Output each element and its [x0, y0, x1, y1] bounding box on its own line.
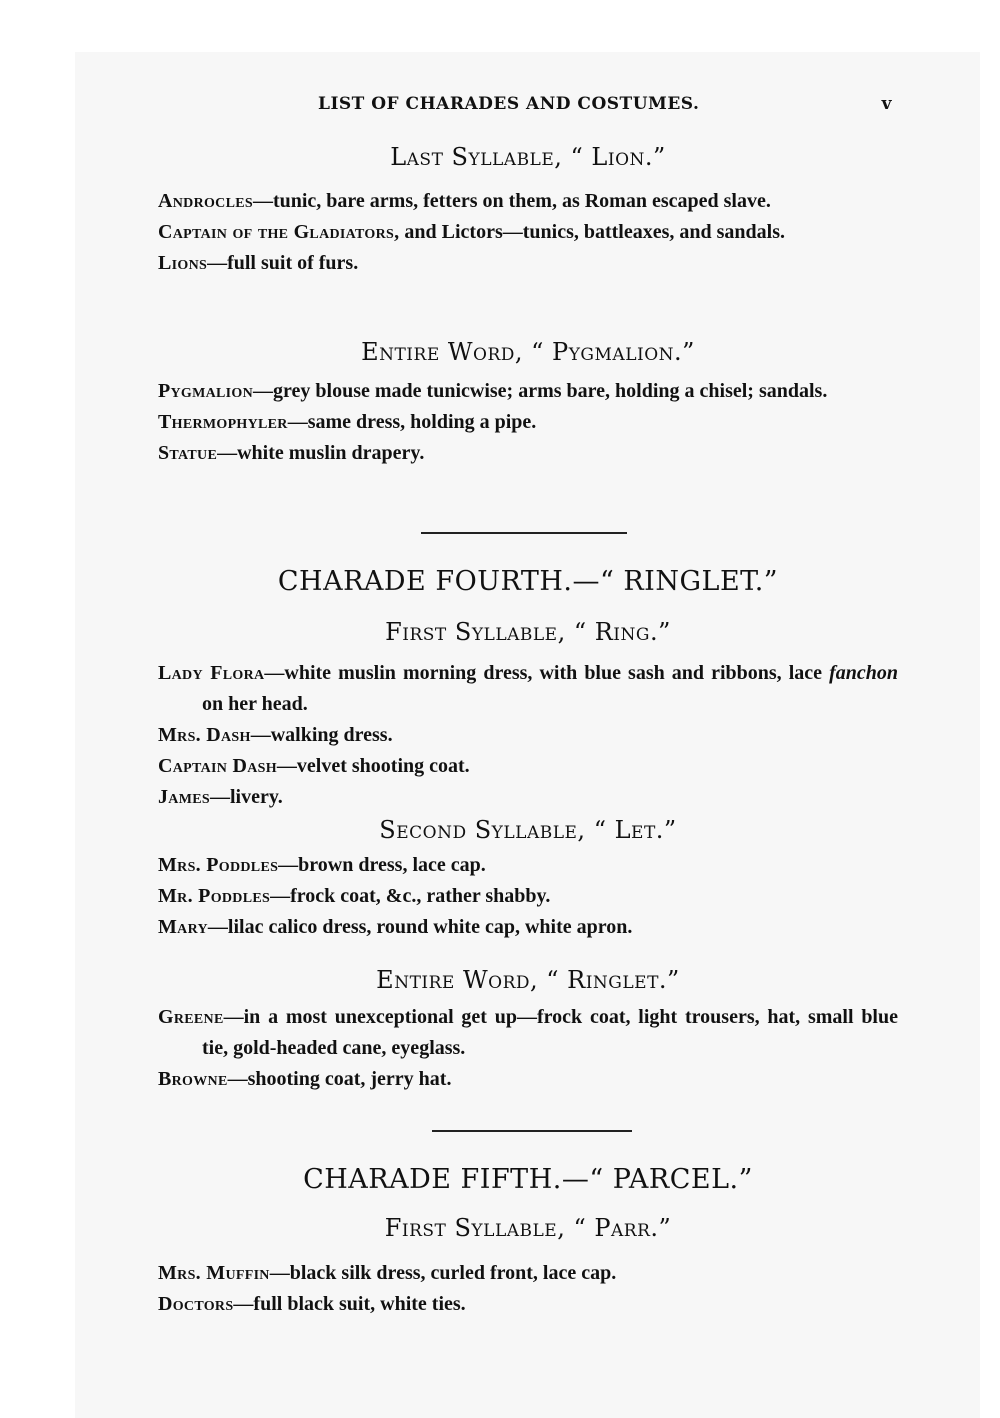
costume-description: —walking dress.: [250, 724, 393, 746]
role-name: Mr. Poddles: [158, 885, 271, 907]
section-divider: [421, 532, 627, 534]
section-last-syllable-lion: [158, 143, 898, 279]
section-entire-word-ringlet: [158, 966, 898, 1095]
costume-entry: [158, 782, 898, 813]
page-number: v: [881, 94, 892, 114]
role-name: Lady Flora: [158, 662, 265, 684]
role-name: Captain Dash: [158, 755, 277, 777]
section-heading: Entire Word, “ Ringlet.”: [376, 966, 680, 994]
running-head-title: LIST OF CHARADES AND COSTUMES.: [318, 94, 700, 114]
costume-entry: [158, 720, 898, 751]
costume-description: and Lictors—tunics, battleaxes, and sandals.: [399, 221, 786, 243]
charade-fifth-title: [158, 1164, 898, 1195]
section-heading: First Syllable, “ Ring.”: [385, 618, 671, 646]
role-name: Mrs. Muffin: [158, 1262, 270, 1284]
running-head: [318, 94, 892, 114]
costume-description-cont: lace: [788, 662, 830, 684]
section-heading: Last Syllable, “ Lion.”: [390, 143, 666, 171]
costume-entry: [158, 1064, 898, 1095]
charade-heading: CHARADE FOURTH.—“ RINGLET.”: [277, 566, 779, 597]
role-name: James: [158, 786, 210, 808]
role-name: Captain of the Gladiators,: [158, 221, 400, 243]
costume-entry: [158, 658, 898, 720]
costume-entry: [158, 850, 898, 881]
costume-description: —livery.: [209, 786, 283, 808]
section-heading: Second Syllable, “ Let.”: [379, 816, 677, 844]
costume-description: —brown dress, lace cap.: [278, 854, 486, 876]
costume-description: —shooting coat, jerry hat.: [227, 1068, 452, 1090]
costume-entry: [158, 751, 898, 782]
section-first-syllable-ring: [158, 618, 898, 813]
costume-description: —grey blouse made tunicwise; arms bare, holding a chisel; sandals.: [253, 380, 828, 402]
emphasized-word: fanchon: [829, 662, 899, 684]
costume-entry: [158, 1289, 898, 1320]
charade-heading: CHARADE FIFTH.—“ PARCEL.”: [303, 1164, 753, 1195]
section-second-syllable-let: [158, 816, 898, 943]
section-divider: [432, 1130, 632, 1132]
role-name: Mrs. Dash: [158, 724, 251, 746]
section-first-syllable-parr: [158, 1214, 898, 1320]
costume-entry: [158, 186, 898, 217]
role-name: Greene: [158, 1006, 224, 1028]
section-heading: First Syllable, “ Parr.”: [384, 1214, 672, 1242]
costume-description: —white muslin drapery.: [217, 442, 425, 464]
role-name: Thermophyler: [158, 411, 288, 433]
costume-description-end: on her head.: [202, 693, 308, 715]
role-name: Pygmalion: [158, 380, 254, 402]
costume-description: —in a most unexceptional get up—frock coat, light trousers, hat, small blue tie, gold-headed cane, eyeglass.: [202, 1006, 898, 1059]
section-entire-word-pygmalion: [158, 338, 898, 469]
costume-entry: [158, 912, 898, 943]
role-name: Mrs. Poddles: [158, 854, 279, 876]
costume-description: —lilac calico dress, round white cap, white apron.: [207, 916, 633, 938]
costume-entry: [158, 881, 898, 912]
role-name: Androcles: [158, 190, 253, 212]
role-name: Statue: [158, 442, 218, 464]
charade-fourth-title: [158, 566, 898, 597]
costume-description: —same dress, holding a pipe.: [287, 411, 537, 433]
costume-description: —tunic, bare arms, fetters on them, as Roman escaped slave.: [252, 190, 771, 212]
costume-entry: [158, 248, 898, 279]
costume-description: —full black suit, white ties.: [233, 1293, 466, 1315]
role-name: Doctors: [158, 1293, 234, 1315]
costume-description: —velvet shooting coat.: [276, 755, 470, 777]
role-name: Mary: [158, 916, 208, 938]
role-name: Browne: [158, 1068, 228, 1090]
costume-description: —frock coat, &c., rather shabby.: [270, 885, 551, 907]
costume-entry: [158, 438, 898, 469]
costume-description: —black silk dress, curled front, lace cap.: [269, 1262, 617, 1284]
costume-entry: [158, 407, 898, 438]
role-name: Lions: [158, 252, 208, 274]
costume-description: —full suit of furs.: [207, 252, 359, 274]
costume-entry: [158, 217, 898, 248]
section-heading: Entire Word, “ Pygmalion.”: [361, 338, 695, 366]
costume-description: —white muslin morning dress, with blue sash and ribbons,: [264, 662, 782, 684]
costume-entry: [158, 1258, 898, 1289]
costume-entry: [158, 376, 898, 407]
costume-entry: [158, 1002, 898, 1064]
